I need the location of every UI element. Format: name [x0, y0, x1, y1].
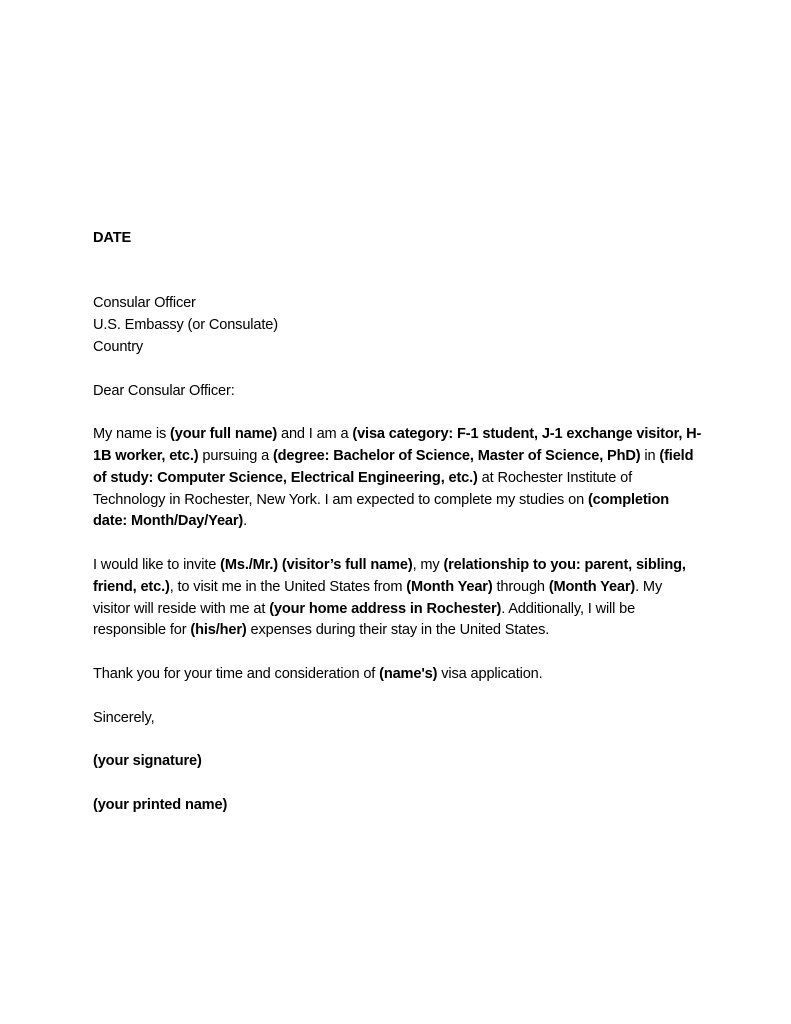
text-run: and I am a	[277, 426, 353, 443]
recipient-line: Country	[93, 338, 144, 355]
text-run: pursuing a	[198, 447, 273, 464]
text-run: . My visitor will reside with me at	[93, 578, 663, 617]
text-run: , my	[412, 556, 444, 573]
placeholder-relationship: (relationship to you: parent, sibling, friend, etc.)	[93, 556, 686, 595]
text-run: at Rochester Institute of Technology in Rochester, New York. I am expected to complete my studies on	[93, 469, 633, 508]
placeholder-start-month: (Month Year)	[406, 578, 493, 595]
placeholder-pronoun: (his/her)	[190, 622, 247, 639]
closing: Sincerely,	[93, 709, 155, 726]
paragraph-invitation	[93, 555, 703, 642]
salutation: Dear Consular Officer:	[93, 382, 235, 399]
text-run: My name is	[93, 426, 171, 443]
recipient-address	[93, 293, 703, 358]
placeholder-home-address: (your home address in Rochester)	[269, 600, 502, 617]
placeholder-degree: (degree: Bachelor of Science, Master of Science, PhD)	[272, 447, 641, 464]
recipient-line: U.S. Embassy (or Consulate)	[93, 317, 278, 334]
placeholder-end-month: (Month Year)	[548, 578, 636, 595]
text-run: through	[492, 578, 549, 595]
date-line: DATE	[93, 230, 132, 246]
text-run: I would like to invite	[93, 556, 221, 573]
text-run: . Additionally, I will be responsible for	[93, 600, 636, 639]
placeholder-names: (name's)	[379, 665, 438, 682]
placeholder-visitor-name: (Ms./Mr.) (visitor’s full name)	[220, 556, 413, 573]
placeholder-visa-category: (visa category: F-1 student, J-1 exchange visitor, H-1B worker, etc.)	[93, 426, 702, 464]
paragraph-thanks	[93, 664, 703, 686]
recipient-line: Consular Officer	[93, 295, 196, 312]
placeholder-full-name: (your full name)	[170, 426, 278, 443]
text-run: visa application.	[437, 665, 543, 682]
text-run: Thank you for your time and consideration of	[93, 665, 380, 682]
paragraph-introduction	[93, 424, 703, 533]
text-run: , to visit me in the United States from	[169, 578, 407, 595]
text-run: in	[640, 447, 660, 464]
signature-placeholder: (your signature)	[93, 753, 202, 770]
printed-name-placeholder: (your printed name)	[93, 796, 228, 813]
placeholder-field-of-study: (field of study: Computer Science, Electrical Engineering, etc.)	[93, 447, 694, 486]
placeholder-completion-date: (completion date: Month/Day/Year)	[93, 491, 669, 530]
text-run: .	[243, 513, 248, 530]
letter-body	[93, 228, 703, 817]
text-run: expenses during their stay in the United States.	[246, 622, 550, 639]
